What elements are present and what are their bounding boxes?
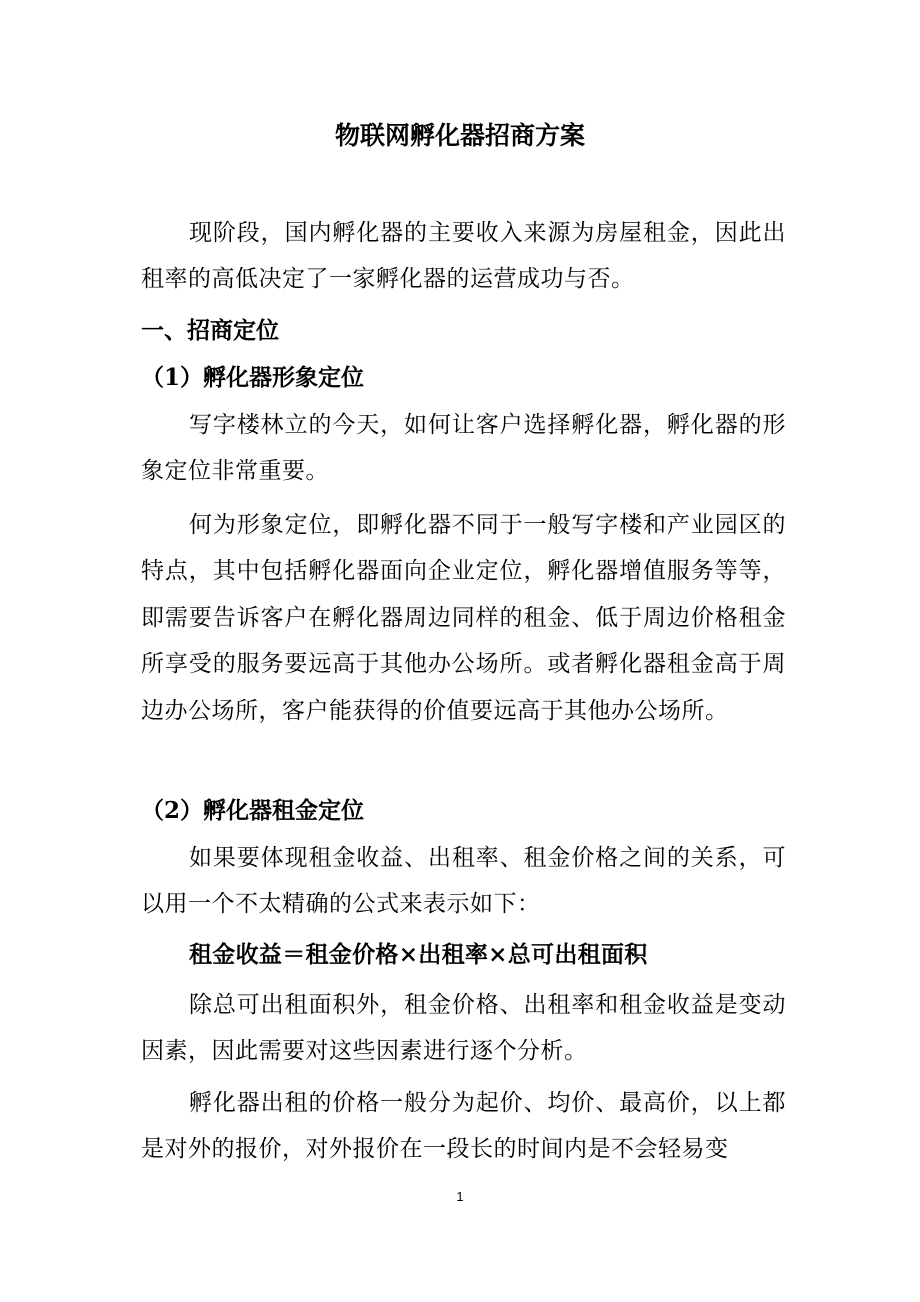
image-positioning-paragraph-1: 写字楼林立的今天，如何让客户选择孵化器，孵化器的形象定位非常重要。 (141, 412, 786, 485)
subsection-heading-image-positioning: （1）孵化器形象定位 (141, 364, 365, 391)
image-positioning-paragraph-2: 何为形象定位，即孵化器不同于一般写字楼和产业园区的特点，其中包括孵化器面向企业定位，孵化器增值服务等等，即需要告诉客户在孵化器周边同样的租金、低于周边价格租金所享受的服务要远高于其他办公场所。或者孵化器租金高于周边办公场所，客户能获得的价值要远高于其他办公场所。 (141, 512, 786, 724)
document-title: 物联网孵化器招商方案 (334, 121, 585, 150)
page-number: 1 (456, 1189, 464, 1204)
rent-formula: 租金收益＝租金价格×出租率×总可出租面积 (189, 941, 648, 968)
subsection-heading-rent-positioning: （2）孵化器租金定位 (141, 797, 365, 824)
rent-positioning-paragraph-1: 如果要体现租金收益、出租率、租金价格之间的关系，可以用一个不太精确的公式来表示如下： (141, 845, 786, 918)
rent-positioning-paragraph-3: 孵化器出租的价格一般分为起价、均价、最高价，以上都是对外的报价，对外报价在一段长的时间内是不会轻易变 (141, 1090, 786, 1163)
section-heading-investment-positioning: 一、招商定位 (141, 317, 279, 344)
rent-positioning-paragraph-2: 除总可出租面积外，租金价格、出租率和租金收益是变动因素，因此需要对这些因素进行逐个分析。 (141, 992, 786, 1065)
intro-paragraph: 现阶段，国内孵化器的主要收入来源为房屋租金，因此出租率的高低决定了一家孵化器的运营成功与否。 (141, 220, 786, 293)
